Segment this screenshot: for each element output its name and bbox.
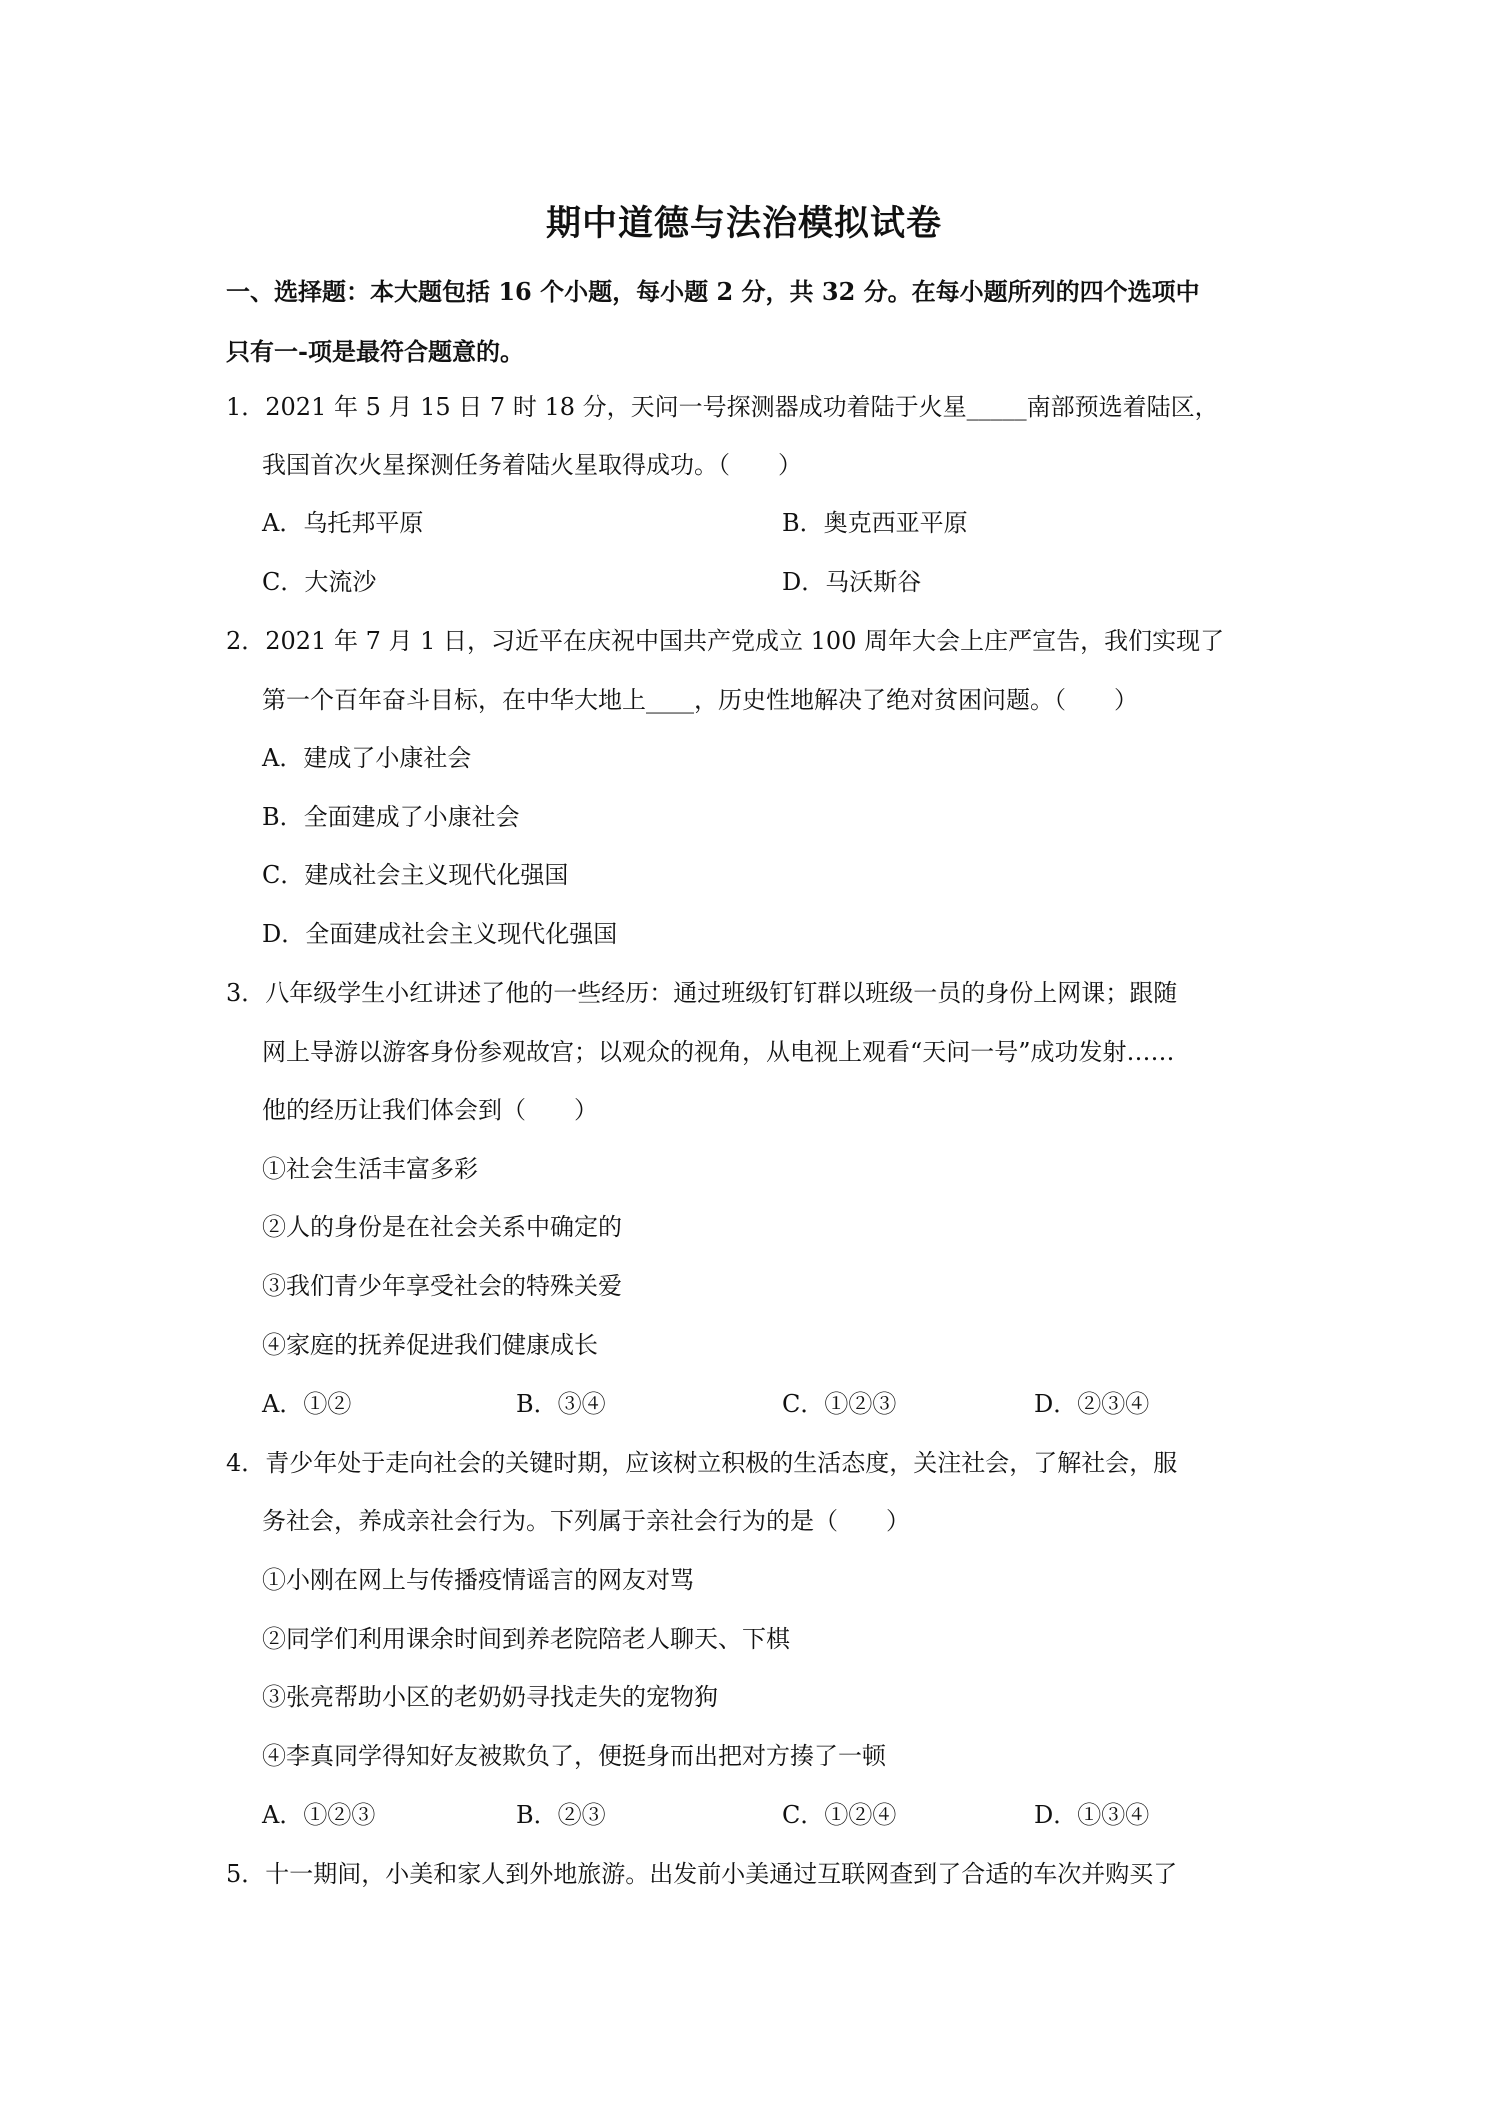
question-3-statement-3: ③我们青少年享受社会的特殊关爱 bbox=[262, 1272, 622, 1300]
question-4-statement-2: ②同学们利用课余时间到养老院陪老人聊天、下棋 bbox=[262, 1625, 790, 1653]
question-4-statement-1: ①小刚在网上与传播疫情谣言的网友对骂 bbox=[262, 1566, 694, 1594]
question-2-stem-line-2: 第一个百年奋斗目标，在中华大地上____，历史性地解决了绝对贫困问题。（ ） bbox=[262, 686, 1138, 714]
question-3-statement-4: ④家庭的抚养促进我们健康成长 bbox=[262, 1331, 598, 1359]
question-3-statement-2: ②人的身份是在社会关系中确定的 bbox=[262, 1213, 622, 1241]
question-1-option-b: B．奥克西亚平原 bbox=[782, 509, 968, 537]
question-4-option-c: C．①②④ bbox=[782, 1801, 897, 1829]
question-1-option-a: A．乌托邦平原 bbox=[262, 509, 424, 537]
question-3-option-a: A．①② bbox=[262, 1390, 352, 1418]
question-4-stem-line-2: 务社会，养成亲社会行为。下列属于亲社会行为的是（ ） bbox=[262, 1507, 910, 1535]
question-1-stem-line-2: 我国首次火星探测任务着陆火星取得成功。（ ） bbox=[262, 451, 802, 479]
question-3-stem-line-1: 3．八年级学生小红讲述了他的一些经历：通过班级钉钉群以班级一员的身份上网课；跟随 bbox=[226, 979, 1178, 1007]
section-header-line-1: 一、选择题：本大题包括 16 个小题，每小题 2 分，共 32 分。在每小题所列的四个选项中 bbox=[226, 277, 1200, 306]
section-header-line-2: 只有一-项是最符合题意的。 bbox=[226, 337, 524, 366]
question-3-option-c: C．①②③ bbox=[782, 1390, 897, 1418]
question-4-option-d: D．①③④ bbox=[1034, 1801, 1150, 1829]
question-4-option-b: B．②③ bbox=[516, 1801, 606, 1829]
question-3-option-b: B．③④ bbox=[516, 1390, 606, 1418]
question-4-option-a: A．①②③ bbox=[262, 1801, 376, 1829]
question-2-option-c: C．建成社会主义现代化强国 bbox=[262, 861, 569, 889]
page-title: 期中道德与法治模拟试卷 bbox=[545, 203, 942, 244]
question-3-statement-1: ①社会生活丰富多彩 bbox=[262, 1155, 478, 1183]
question-4-statement-3: ③张亮帮助小区的老奶奶寻找走失的宠物狗 bbox=[262, 1683, 718, 1711]
question-3-option-d: D．②③④ bbox=[1034, 1390, 1150, 1418]
question-3-stem-line-2: 网上导游以游客身份参观故宫；以观众的视角，从电视上观看“天问一号”成功发射…… bbox=[262, 1038, 1175, 1066]
question-4-stem-line-1: 4．青少年处于走向社会的关键时期，应该树立积极的生活态度，关注社会，了解社会，服 bbox=[226, 1449, 1178, 1477]
question-2-option-b: B．全面建成了小康社会 bbox=[262, 803, 520, 831]
question-1-option-c: C．大流沙 bbox=[262, 568, 377, 596]
question-2-stem-line-1: 2．2021 年 7 月 1 日，习近平在庆祝中国共产党成立 100 周年大会上庄严宣告，我们实现了 bbox=[226, 627, 1225, 655]
question-4-statement-4: ④李真同学得知好友被欺负了，便挺身而出把对方揍了一顿 bbox=[262, 1742, 886, 1770]
question-2-option-a: A．建成了小康社会 bbox=[262, 744, 472, 772]
question-5-stem-line-1: 5．十一期间，小美和家人到外地旅游。出发前小美通过互联网查到了合适的车次并购买了 bbox=[226, 1860, 1178, 1888]
question-1-option-d: D．马沃斯谷 bbox=[782, 568, 922, 596]
question-2-option-d: D．全面建成社会主义现代化强国 bbox=[262, 920, 618, 948]
question-3-stem-line-3: 他的经历让我们体会到（ ） bbox=[262, 1096, 598, 1124]
question-1-stem-line-1: 1．2021 年 5 月 15 日 7 时 18 分，天问一号探测器成功着陆于火星_____南部预选着陆区， bbox=[226, 393, 1219, 421]
